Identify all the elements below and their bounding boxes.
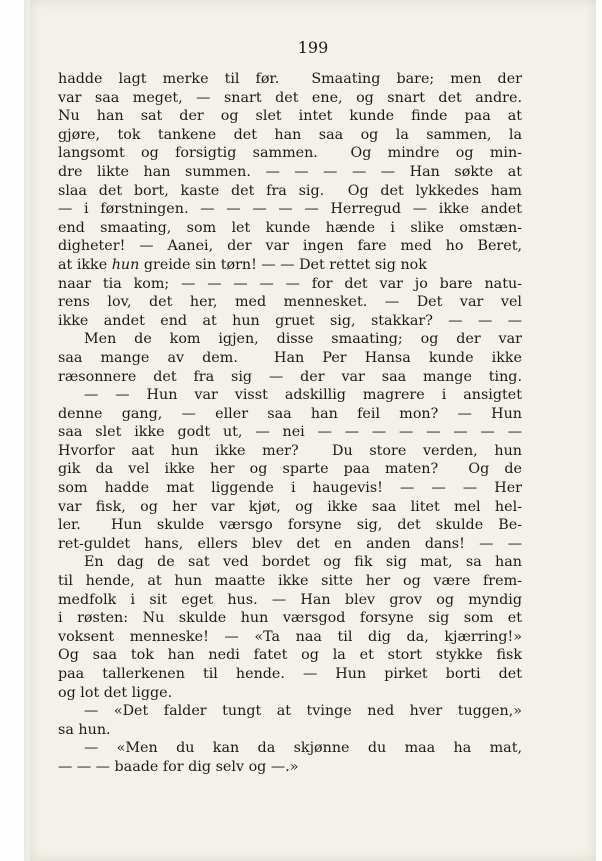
text-line: voksent menneske! — «Ta naa til dig da, kjærring!» bbox=[58, 628, 522, 645]
text-line: rens lov, det her, med mennesket. — Det var vel bbox=[58, 294, 522, 311]
text-line: naar tia kom; — — — — — for det var jo bare natu- bbox=[58, 275, 522, 292]
text-line: i røsten: Nu skulde hun værsgod forsyne sig som et bbox=[58, 610, 522, 627]
text-line: end smaating, som let kunde hænde i slike omstæn- bbox=[58, 219, 522, 236]
paragraph-start-line: — «Men du kan da skjønne du maa ha mat, bbox=[84, 740, 522, 757]
page-number: 199 bbox=[297, 38, 329, 57]
text-fragment: at ikke bbox=[58, 256, 112, 273]
paragraph-start-line: — «Det falder tungt at tvinge ned hver tuggen,» bbox=[84, 703, 522, 720]
text-line: gjøre, tok tankene det han saa og la sammen, la bbox=[58, 126, 522, 143]
text-line: langsomt og forsigtig sammen. Og mindre og min- bbox=[58, 145, 522, 162]
text-line: Hvorfor aat hun ikke mer? Du store verden, hun bbox=[58, 442, 522, 459]
text-line: — — — baade for dig selv og —.» bbox=[58, 758, 299, 775]
text-line: digheter! — Aanei, der var ingen fare med ho Beret, bbox=[58, 238, 522, 255]
text-line: til hende, at hun maatte ikke sitte her og være frem- bbox=[58, 573, 522, 590]
text-line: ræsonnere det fra sig — der var saa mange ting. bbox=[58, 368, 522, 385]
text-line: ikke andet end at hun gruet sig, stakkar? — — — bbox=[58, 312, 522, 329]
text-line: — i førstningen. — — — — — Herregud — ikke andet bbox=[58, 201, 522, 218]
text-line: saa mange av dem. Han Per Hansa kunde ikke bbox=[58, 349, 522, 366]
paragraph-start-line: En dag de sat ved bordet og fik sig mat, sa han bbox=[84, 554, 522, 571]
text-line: slaa det bort, kaste det fra sig. Og det lykkedes ham bbox=[58, 182, 522, 199]
text-line-with-italic bbox=[58, 256, 522, 275]
text-line: Nu han sat der og slet intet kunde finde paa at bbox=[58, 108, 522, 125]
body-text bbox=[58, 70, 522, 777]
text-line: paa tallerkenen til hende. — Hun pirket borti det bbox=[58, 666, 522, 682]
text-line: sa hun. bbox=[58, 721, 111, 738]
text-line: — — Hun var visst adskillig magrere i ansigtet bbox=[84, 387, 522, 404]
text-line: og lot det ligge. bbox=[58, 684, 173, 701]
text-line: saa slet ikke godt ut, — nei — — — — — — — — bbox=[58, 424, 522, 441]
text-line: ret-guldet hans, ellers blev det en anden dans! — — bbox=[58, 535, 522, 552]
text-line: denne gang, — eller saa han feil mon? — Hun bbox=[58, 405, 522, 422]
text-line: Og saa tok han nedi fatet og la et stort stykke fisk bbox=[58, 647, 522, 664]
text-line: var saa meget, — snart det ene, og snart det andre. bbox=[58, 89, 522, 106]
paragraph-start-line: Men de kom igjen, disse smaating; og der var bbox=[84, 331, 522, 348]
text-line: gik da vel ikke her og sparte paa maten? Og de bbox=[58, 461, 522, 478]
text-line: medfolk i sit eget hus. — Han blev grov og myndig bbox=[58, 591, 522, 608]
text-line: som hadde mat liggende i haugevis! — — — Her bbox=[58, 480, 522, 497]
text-line: dre likte han summen. — — — — — Han søkte at bbox=[58, 163, 522, 180]
text-fragment: greide sin tørn! — — Det rettet sig nok bbox=[139, 256, 427, 273]
text-line: hadde lagt merke til før. Smaating bare; men der bbox=[58, 71, 522, 87]
italic-word: hun bbox=[111, 256, 140, 273]
text-line: ler. Hun skulde værsgo forsyne sig, det skulde Be- bbox=[58, 517, 522, 534]
text-line: var fisk, og her var kjøt, og ikke saa litet mel hel- bbox=[58, 498, 522, 515]
